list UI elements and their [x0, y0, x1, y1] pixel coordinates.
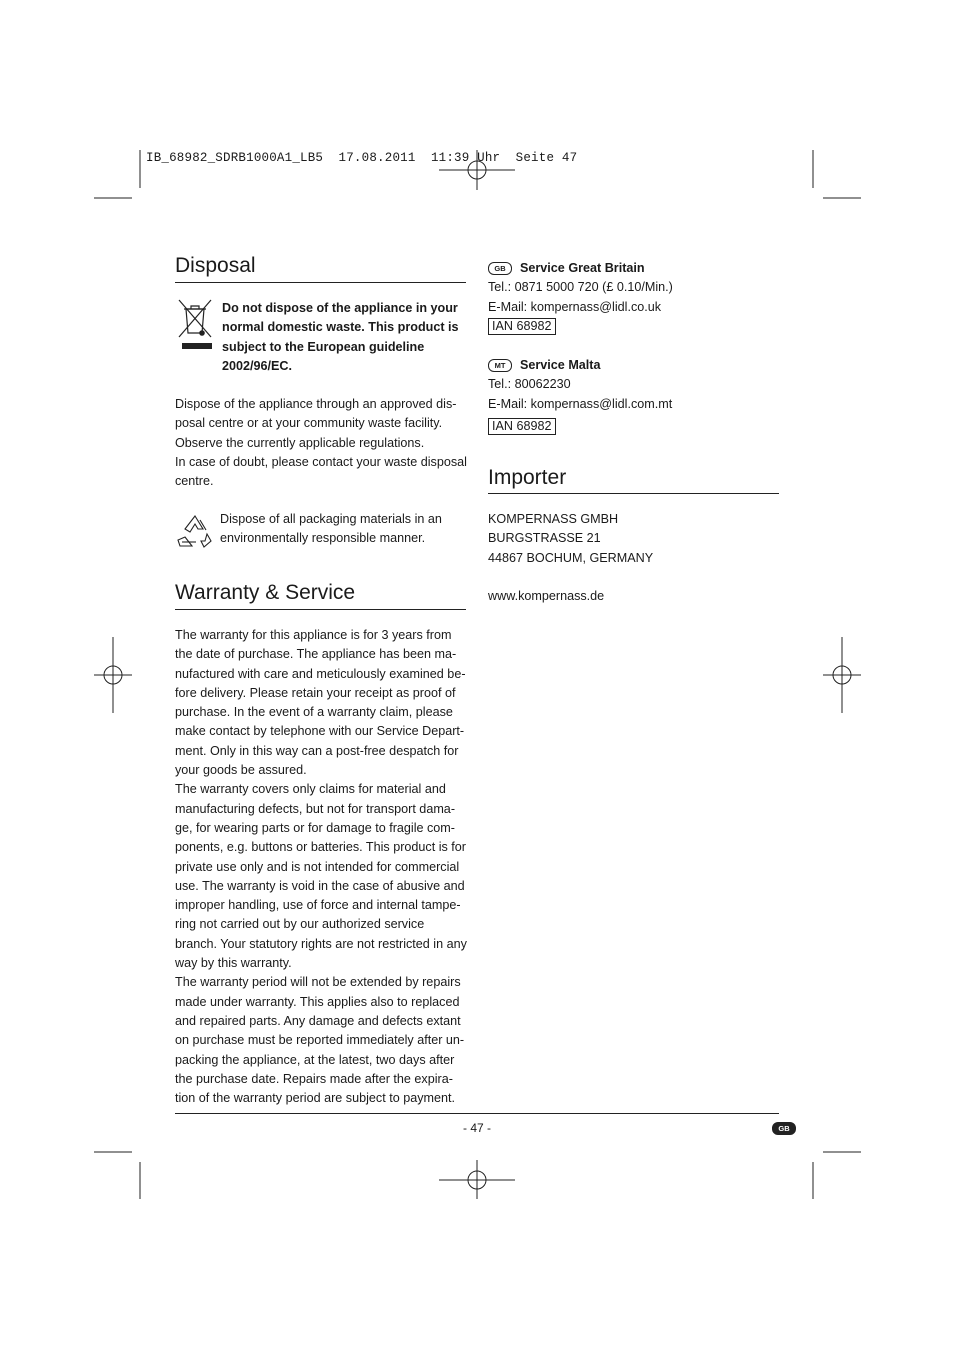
text-line: improper handling, use of force and internal tampe-: [175, 898, 461, 913]
text-line: nufactured with care and meticulously examined be-: [175, 666, 466, 681]
service-gb: [488, 259, 788, 336]
text-line: posal centre or at your community waste facility.: [175, 416, 443, 431]
text-line: branch. Your statutory rights are not restricted in any: [175, 936, 467, 951]
packaging-note: [220, 510, 470, 549]
text-line: The warranty covers only claims for material and: [175, 782, 446, 797]
text-line: on purchase must be reported immediately after un-: [175, 1033, 465, 1048]
text-line: Dispose of all packaging materials in an: [220, 512, 442, 526]
text-line: packing the appliance, at the latest, two days after: [175, 1052, 455, 1067]
crossed-out-wheelie-bin-icon: [176, 297, 214, 353]
address-line: KOMPERNASS GMBH: [488, 512, 619, 526]
text-line: use. The warranty is void in the case of abusive and: [175, 878, 465, 893]
text-line: Dispose of the appliance through an approved dis-: [175, 397, 457, 411]
warranty-text: [175, 626, 470, 1108]
service-mt-title: Service Malta: [520, 358, 601, 372]
disposal-heading: Disposal: [175, 254, 256, 277]
text-line: ge, for wearing parts or for damage to fragile com-: [175, 820, 455, 835]
disposal-warning: [222, 299, 472, 376]
disposal-paragraph: [175, 395, 470, 491]
text-line: The warranty for this appliance is for 3 years from: [175, 628, 452, 642]
text-line: The warranty period will not be extended by repairs: [175, 975, 461, 990]
text-line: make contact by telephone with our Service Depart-: [175, 724, 465, 739]
text-line: Do not dispose of the appliance in your: [222, 301, 458, 315]
text-line: private use only and is not intended for commercial: [175, 859, 460, 874]
text-line: way by this warranty.: [175, 956, 292, 971]
text-line: Observe the currently applicable regulations.: [175, 435, 425, 450]
service-gb-title: Service Great Britain: [520, 261, 645, 275]
text-line: and repaired parts. Any damage and defects extant: [175, 1013, 461, 1028]
disposal-rule: [175, 282, 466, 283]
service-mt-tel: Tel.: 80062230: [488, 377, 571, 392]
importer-rule: [488, 493, 779, 494]
text-line: tion of the warranty period are subject to payment.: [175, 1091, 456, 1106]
text-line: ment. Only in this way can a post-free despatch for: [175, 743, 459, 758]
text-line: your goods be assured.: [175, 763, 307, 778]
text-line: In case of doubt, please contact your waste disposal: [175, 454, 467, 469]
importer-address: [488, 510, 788, 568]
text-line: subject to the European guideline: [222, 339, 425, 354]
text-line: normal domestic waste. This product is: [222, 320, 459, 335]
text-line: 2002/96/EC.: [222, 358, 293, 373]
text-line: manufacturing defects, but not for transport dama-: [175, 801, 456, 816]
text-line: environmentally responsible manner.: [220, 531, 426, 546]
gb-badge: GB: [488, 262, 512, 275]
service-gb-tel: Tel.: 0871 5000 720 (£ 0.10/Min.): [488, 280, 673, 295]
recycling-icon: [176, 512, 214, 550]
service-gb-email: E-Mail: kompernass@lidl.co.uk: [488, 299, 662, 314]
importer-heading: Importer: [488, 466, 567, 489]
service-mt-email: E-Mail: kompernass@lidl.com.mt: [488, 396, 673, 411]
text-line: the purchase date. Repairs made after the expira-: [175, 1071, 453, 1086]
warranty-rule: [175, 609, 466, 610]
address-line: BURGSTRASSE 21: [488, 531, 601, 546]
print-slug: IB_68982_SDRB1000A1_LB5 17.08.2011 11:39 Uhr Seite 47: [146, 151, 578, 165]
service-mt-ian: IAN 68982: [488, 418, 556, 435]
text-line: centre.: [175, 474, 214, 489]
warranty-heading: Warranty & Service: [175, 581, 356, 604]
text-line: the date of purchase. The appliance has been ma-: [175, 647, 457, 662]
text-line: made under warranty. This applies also to replaced: [175, 994, 460, 1009]
importer-website: www.kompernass.de: [488, 589, 605, 603]
text-line: fore delivery. Please retain your receipt as proof of: [175, 685, 456, 700]
text-line: purchase. In the event of a warranty claim, please: [175, 705, 453, 720]
page-number: - 47 -: [462, 1121, 491, 1135]
footer-gb-badge: GB: [772, 1122, 796, 1135]
text-line: ponents, e.g. buttons or batteries. This product is for: [175, 840, 466, 855]
text-line: ring not carried out by our authorized service: [175, 917, 425, 932]
address-line: 44867 BOCHUM, GERMANY: [488, 550, 654, 565]
mt-badge: MT: [488, 359, 512, 372]
footer-rule: [175, 1113, 779, 1114]
service-mt: [488, 356, 788, 436]
service-gb-ian: IAN 68982: [488, 318, 556, 335]
